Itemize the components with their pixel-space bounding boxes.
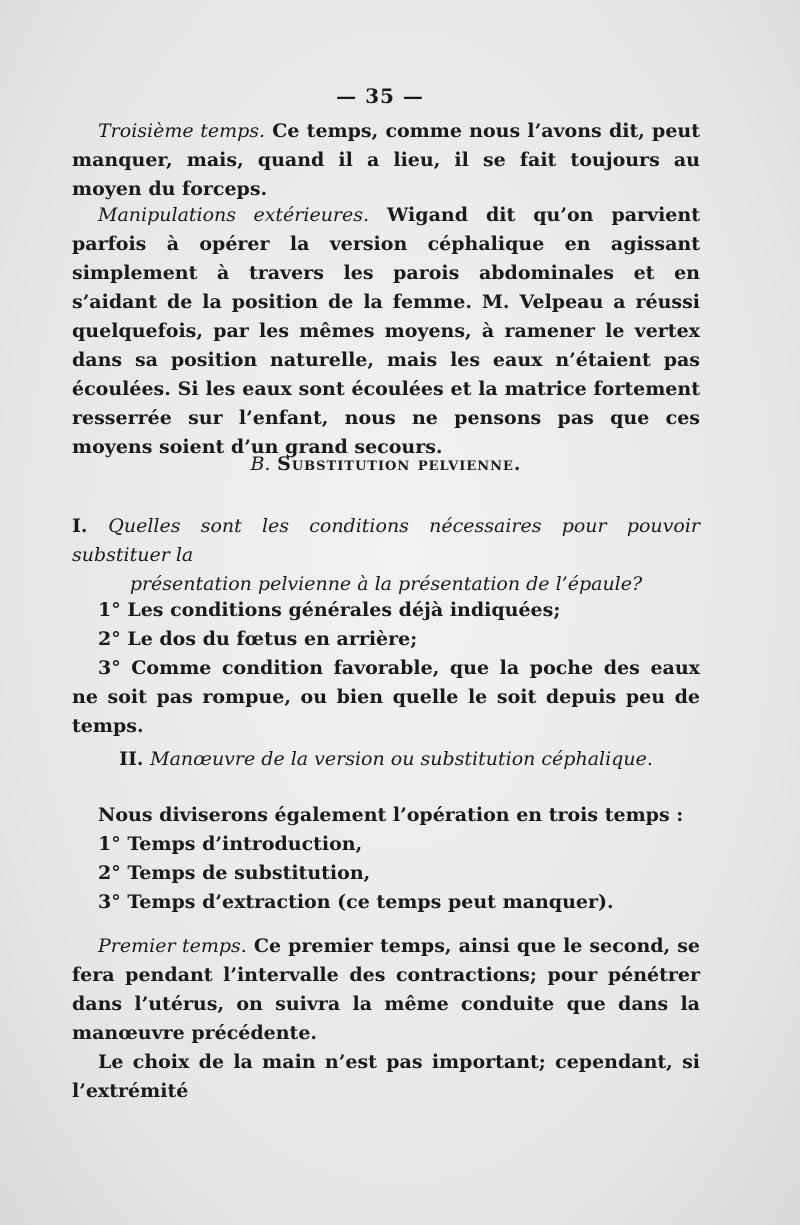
paragraph-lead: Manipulations extérieures. (98, 204, 370, 226)
paragraph-troisieme-temps (72, 117, 700, 204)
step-item: 1° Temps d’introduction, (98, 833, 363, 855)
question-line-1: Quelles sont les conditions nécessaires pour pouvoir substituer la (72, 515, 700, 566)
condition-item: 1° Les conditions générales déjà indiquées; (98, 599, 561, 621)
paragraph-lead: Troisième temps. (98, 120, 266, 142)
paragraph-text: Ce temps, comme nous l’avons dit, peut manquer, mais, quand il a lieu, il se fait toujours au moyen du forceps. (72, 120, 700, 200)
condition-item: 3° Comme condition favorable, que la poche des eaux ne soit pas rompue, ou bien quelle le soit depuis peu de temps. (72, 657, 700, 737)
steps-block (72, 801, 700, 917)
question-2 (72, 745, 700, 774)
paragraph-text: Wigand dit qu’on parvient parfois à opérer la version céphalique en agissant simplement à travers les parois abdominales et en s’aidant de la position de la femme. M. Velpeau a réussi quelquefois, par les mêmes moyens, à ramener le vertex dans sa position naturelle, mais les eaux n’étaient pas écoulées. Si les eaux sont écoulées et la matrice fortement resserrée sur l’enfant, nous ne pensons pas que ces moyens soient d’un grand secours. (72, 204, 700, 458)
paragraph-text: Ce premier temps, ainsi que le second, se fera pendant l’intervalle des contractions; pour pénétrer dans l’utérus, on suivra la même conduite que dans la manœuvre précédente. (72, 935, 700, 1044)
condition-item: 2° Le dos du fœtus en arrière; (98, 628, 418, 650)
question-title: Manœuvre de la version ou substitution céphalique. (150, 748, 653, 770)
paragraph-choix: Le choix de la main n’est pas important; cependant, si l’extrémité (72, 1051, 700, 1102)
question-number: I. (72, 515, 88, 537)
page-number: — 35 — (336, 84, 424, 108)
question-1 (72, 512, 700, 599)
section-heading-b (72, 450, 700, 479)
conditions-list (72, 596, 700, 741)
paragraph-premier-temps (72, 932, 700, 1106)
paragraph-lead: Premier temps. (98, 935, 247, 957)
section-title: Substitution pelvienne. (277, 453, 522, 475)
question-line-2: présentation pelvienne à la présentation de l’épaule? (129, 573, 643, 595)
question-number: II. (119, 748, 144, 770)
step-item: 3° Temps d’extraction (ce temps peut manquer). (98, 891, 614, 913)
step-item: 2° Temps de substitution, (98, 862, 371, 884)
division-intro: Nous diviserons également l’opération en trois temps : (98, 804, 684, 826)
paragraph-manipulations (72, 201, 700, 462)
section-letter: B. (250, 453, 271, 475)
